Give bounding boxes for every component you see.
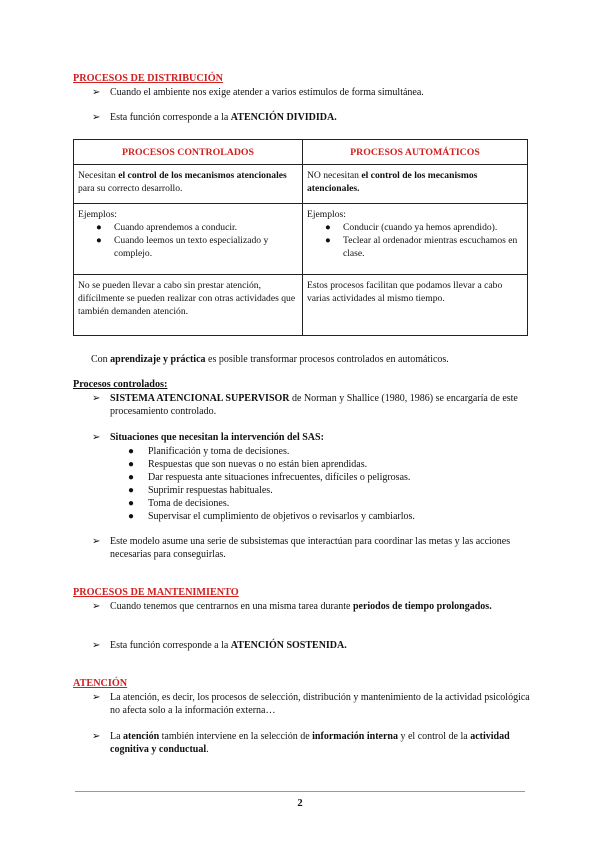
table-row: Necesitan el control de los mecanismos atencionales para su correcto desarrollo. NO necesitan el control de los mecanismos atencionales. <box>74 165 528 204</box>
atencion-line-1: ➢ La atención, es decir, los procesos de selección, distribución y mantenimiento de la actividad psicológica no afecta solo a la información externa… <box>92 692 530 716</box>
bullet-icon: ● <box>128 485 135 496</box>
arrow-bullet-icon: ➢ <box>92 601 101 612</box>
bullet-icon: ● <box>128 459 135 470</box>
bullet-icon: ● <box>128 472 135 483</box>
sas-line: ➢ SISTEMA ATENCIONAL SUPERVISOR de Norman y Shallice (1980, 1986) se encargaría de este procesamiento controlado. <box>92 393 518 417</box>
bullet-icon: ● <box>96 235 102 246</box>
examples-list-automaticos <box>307 221 523 260</box>
aprendizaje-paragraph: Con aprendizaje y práctica es posible transformar procesos controlados en automáticos. <box>91 354 449 365</box>
arrow-bullet-icon: ➢ <box>92 112 101 123</box>
list-item: ● Dar respuesta ante situaciones infrecuentes, difíciles o peligrosas. <box>128 472 411 483</box>
table-header-controlados: PROCESOS CONTROLADOS <box>74 140 303 165</box>
list-item: ● Cuando leemos un texto especializado y complejo. <box>96 235 269 259</box>
distribucion-line-2: ➢ Esta función corresponde a la ATENCIÓN DIVIDIDA. <box>92 112 337 123</box>
bullet-icon: ● <box>128 498 135 509</box>
list-item: ● Respuestas que son nuevas o no están bien aprendidas. <box>128 459 368 470</box>
mantenimiento-line-2: ➢ Esta función corresponde a la ATENCIÓN SOSTENIDA. <box>92 640 347 651</box>
examples-title: Ejemplos: <box>78 209 117 220</box>
arrow-bullet-icon: ➢ <box>92 692 101 703</box>
list-item: ● Planificación y toma de decisiones. <box>128 446 290 457</box>
bullet-icon: ● <box>96 222 102 233</box>
situaciones-line: ➢ Situaciones que necesitan la intervención del SAS: <box>92 432 324 443</box>
bullet-icon: ● <box>128 511 135 522</box>
heading-procesos-controlados: Procesos controlados: <box>73 379 168 390</box>
bullet-icon: ● <box>325 222 331 233</box>
table-row: No se pueden llevar a cabo sin prestar atención, difícilmente se pueden realizar con otras actividades que también demanden atención. Estos procesos facilitan que podamos llevar a cabo varias actividades al mismo tiempo. <box>74 275 528 336</box>
examples-list-controlados <box>78 221 298 260</box>
atencion-line-2: ➢ La atención también interviene en la selección de información interna y el control de la actividad cognitiva y conductual. <box>92 731 510 755</box>
table-row <box>74 204 528 275</box>
distribucion-line-1: ➢ Cuando el ambiente nos exige atender a varios estímulos de forma simultánea. <box>92 87 424 98</box>
table-header-automaticos: PROCESOS AUTOMÁTICOS <box>303 140 528 165</box>
bullet-icon: ● <box>128 446 135 457</box>
arrow-bullet-icon: ➢ <box>92 432 101 443</box>
heading-atencion: ATENCIÓN <box>73 678 128 689</box>
arrow-bullet-icon: ➢ <box>92 640 101 651</box>
comparison-table <box>73 139 528 336</box>
situaciones-list <box>128 445 508 523</box>
modelo-line: ➢ Este modelo asume una serie de subsistemas que interactúan para coordinar las metas y las acciones necesarias para conseguirlas. <box>92 536 511 560</box>
list-item: ● Toma de decisiones. <box>128 498 230 509</box>
list-item: ● Supervisar el cumplimiento de objetivos o revisarlos y cambiarlos. <box>128 511 415 522</box>
arrow-bullet-icon: ➢ <box>92 731 101 742</box>
list-item: ● Teclear al ordenador mientras escuchamos en clase. <box>325 235 518 259</box>
mantenimiento-line-1: ➢ Cuando tenemos que centrarnos en una misma tarea durante periodos de tiempo prolongados. <box>92 601 492 612</box>
arrow-bullet-icon: ➢ <box>92 393 101 404</box>
footer-divider <box>75 791 525 792</box>
list-item: ● Suprimir respuestas habituales. <box>128 485 273 496</box>
examples-title: Ejemplos: <box>307 209 346 220</box>
heading-mantenimiento: PROCESOS DE MANTENIMIENTO <box>73 587 239 598</box>
page-number: 2 <box>297 798 303 809</box>
list-item: ● Cuando aprendemos a conducir. <box>96 222 238 233</box>
list-item: ● Conducir (cuando ya hemos aprendido). <box>325 222 498 233</box>
heading-distribucion: PROCESOS DE DISTRIBUCIÓN <box>73 73 224 84</box>
bullet-icon: ● <box>325 235 331 246</box>
arrow-bullet-icon: ➢ <box>92 536 101 547</box>
arrow-bullet-icon: ➢ <box>92 87 101 98</box>
